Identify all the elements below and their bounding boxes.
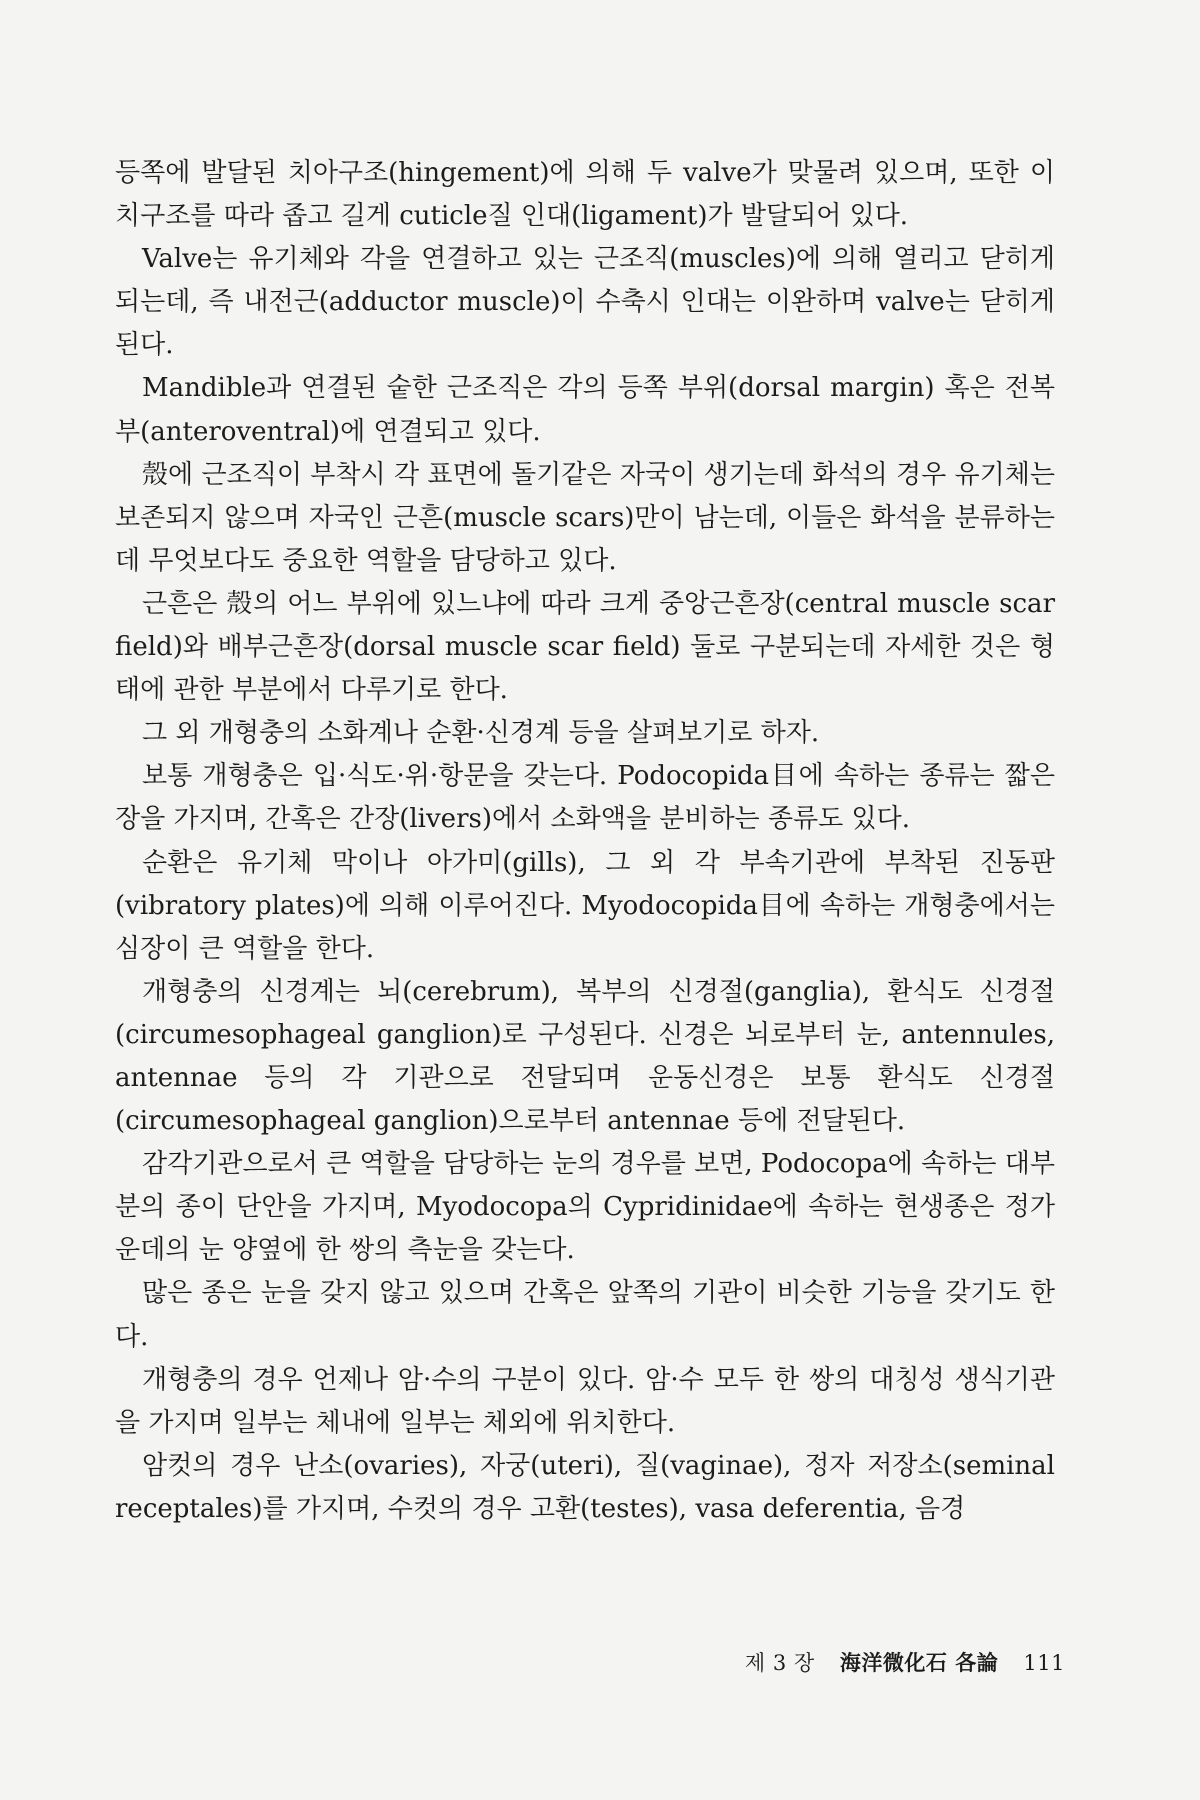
paragraph: Mandible과 연결된 숱한 근조직은 각의 등쪽 부위(dorsal margin) 혹은 전복부(anteroventral)에 연결되고 있다. [115,373,1055,447]
paragraph: 감각기관으로서 큰 역할을 담당하는 눈의 경우를 보면, Podocopa에 속하는 대부분의 종이 단안을 가지며, Myodocopa의 Cypridinidae에 속하는 현생종은 정가운데의 눈 양옆에 한 쌍의 측눈을 갖는다. [115,1149,1055,1266]
paragraph: 등쪽에 발달된 치아구조(hingement)에 의해 두 valve가 맞물려 있으며, 또한 이 치구조를 따라 좁고 길게 cuticle질 인대(ligament)가 발달되어 있다. [115,158,1055,232]
body-text [115,152,1055,1531]
running-title: 海洋微化石 各論 [839,1650,999,1675]
paragraph: 근흔은 殼의 어느 부위에 있느냐에 따라 크게 중앙근흔장(central muscle scar field)와 배부근흔장(dorsal muscle scar field) 둘로 구분되는데 자세한 것은 형태에 관한 부분에서 다루기로 한다. [115,588,1055,706]
paragraph: 많은 종은 눈을 갖지 않고 있으며 간혹은 앞쪽의 기관이 비슷한 기능을 갖기도 한다. [115,1278,1055,1352]
paragraph: 보통 개형충은 입·식도·위·항문을 갖는다. Podocopida目에 속하는 종류는 짧은 장을 가지며, 간혹은 간장(livers)에서 소화액을 분비하는 종류도 있다. [115,761,1055,835]
chapter-label: 제 3 장 [744,1651,815,1675]
paragraph: 개형충의 신경계는 뇌(cerebrum), 복부의 신경절(ganglia), 환식도 신경절(circumesophageal ganglion)로 구성된다. 신경은 뇌로부터 눈, antennules, antennae 등의 각 기관으로 전달되며 운동신경은 보통 환식도 신경절(circumesophageal ganglion)으로부터 antennae 등에 전달된다. [115,976,1055,1137]
paragraph: 그 외 개형충의 소화계나 순환·신경계 등을 살펴보기로 하자. [142,718,820,749]
paragraph: 순환은 유기체 막이나 아가미(gills), 그 외 각 부속기관에 부착된 진동판(vibratory plates)에 의해 이루어진다. Myodocopida目에 속하는 개형충에서는 심장이 큰 역할을 한다. [115,847,1055,964]
page-number: 111 [1023,1651,1065,1675]
paragraph: 殼에 근조직이 부착시 각 표면에 돌기같은 자국이 생기는데 화석의 경우 유기체는 보존되지 않으며 자국인 근흔(muscle scars)만이 남는데, 이들은 화석을 분류하는데 무엇보다도 중요한 역할을 담당하고 있다. [115,459,1055,576]
paragraph: 암컷의 경우 난소(ovaries), 자궁(uteri), 질(vaginae), 정자 저장소(seminal receptales)를 가지며, 수컷의 경우 고환(testes), vasa deferentia, 음경 [115,1450,1055,1524]
page-footer [690,1647,1065,1677]
paragraph: 개형충의 경우 언제나 암·수의 구분이 있다. 암·수 모두 한 쌍의 대칭성 생식기관을 가지며 일부는 체내에 일부는 체외에 위치한다. [115,1364,1055,1438]
paragraph: Valve는 유기체와 각을 연결하고 있는 근조직(muscles)에 의해 열리고 닫히게 되는데, 즉 내전근(adductor muscle)이 수축시 인대는 이완하며 valve는 닫히게 된다. [115,244,1055,361]
